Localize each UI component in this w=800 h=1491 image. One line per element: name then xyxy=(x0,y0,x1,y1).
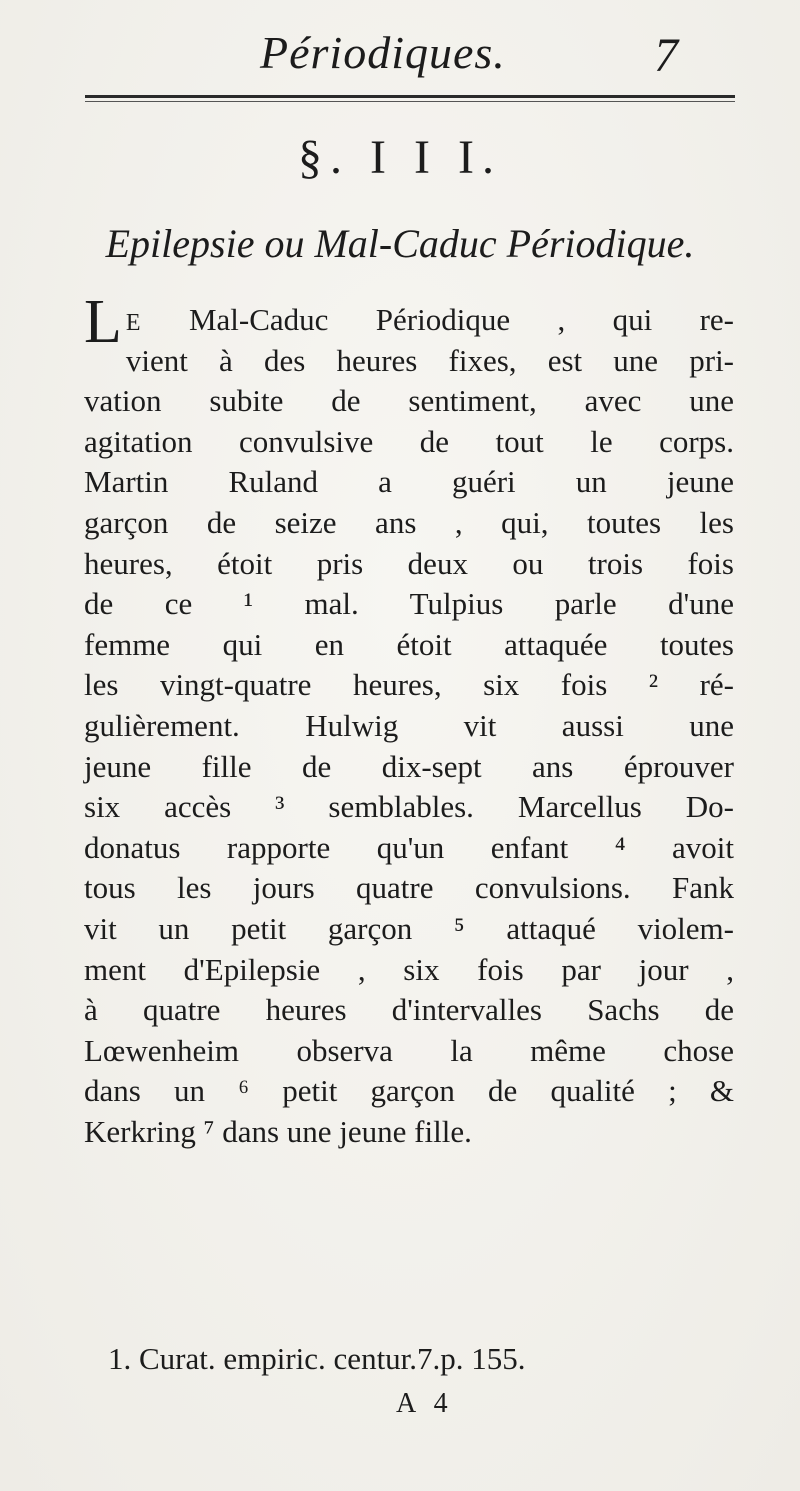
text-line: Kerkring ⁷ dans une jeune fille. xyxy=(84,1113,472,1149)
first-word-rest: E xyxy=(125,310,142,336)
text-line: heures, étoit pris deux ou trois fois xyxy=(84,545,734,581)
text-line: de ce ¹ mal. Tulpius parle d'une xyxy=(84,586,734,622)
header-rule xyxy=(85,95,735,98)
text-line: gulièrement. Hulwig vit aussi une xyxy=(84,707,734,743)
text-line: femme qui en étoit attaquée toutes xyxy=(84,626,734,662)
running-head: Périodiques. xyxy=(260,27,506,78)
page-number: 7 xyxy=(654,29,678,82)
page-header xyxy=(0,22,800,102)
text-line: Martin Ruland a guéri un jeune xyxy=(84,464,734,500)
text-line: six accès ³ semblables. Marcellus Do- xyxy=(84,789,734,825)
text-line: vient à des heures fixes, est une pri- xyxy=(125,342,734,378)
text-line-first xyxy=(84,288,735,356)
text-line: garçon de seize ans , qui, toutes les xyxy=(84,504,734,540)
signature-mark: A 4 xyxy=(396,1388,454,1419)
text-line: les vingt-quatre heures, six fois ² ré- xyxy=(84,667,734,703)
body-paragraph xyxy=(84,288,735,1152)
text-line: agitation convulsive de tout le corps. xyxy=(84,423,734,459)
drop-cap: L xyxy=(84,288,122,356)
section-number: §. I I I. xyxy=(298,131,502,184)
text-line: Mal-Caduc Périodique , qui re- xyxy=(188,302,735,337)
text-line: ment d'Epilepsie , six fois par jour , xyxy=(84,951,734,987)
text-line: à quatre heures d'intervalles Sachs de xyxy=(84,992,734,1028)
text-line: jeune fille de dix-sept ans éprouver xyxy=(84,748,734,784)
section-title: Epilepsie ou Mal-Caduc Périodique. xyxy=(105,221,695,266)
text-line: Lœwenheim observa la même chose xyxy=(84,1032,734,1068)
text-line: vit un petit garçon ⁵ attaqué violem- xyxy=(84,910,734,946)
footnote: 1. Curat. empiric. centur.7.p. 155. xyxy=(108,1341,526,1376)
text-line: vation subite de sentiment, avec une xyxy=(84,383,734,419)
header-rule-thin xyxy=(85,101,735,102)
text-line: dans un ⁶ petit garçon de qualité ; & xyxy=(84,1073,734,1109)
text-line: tous les jours quatre convulsions. Fank xyxy=(84,870,734,906)
text-line: donatus rapporte qu'un enfant ⁴ avoit xyxy=(84,829,734,865)
